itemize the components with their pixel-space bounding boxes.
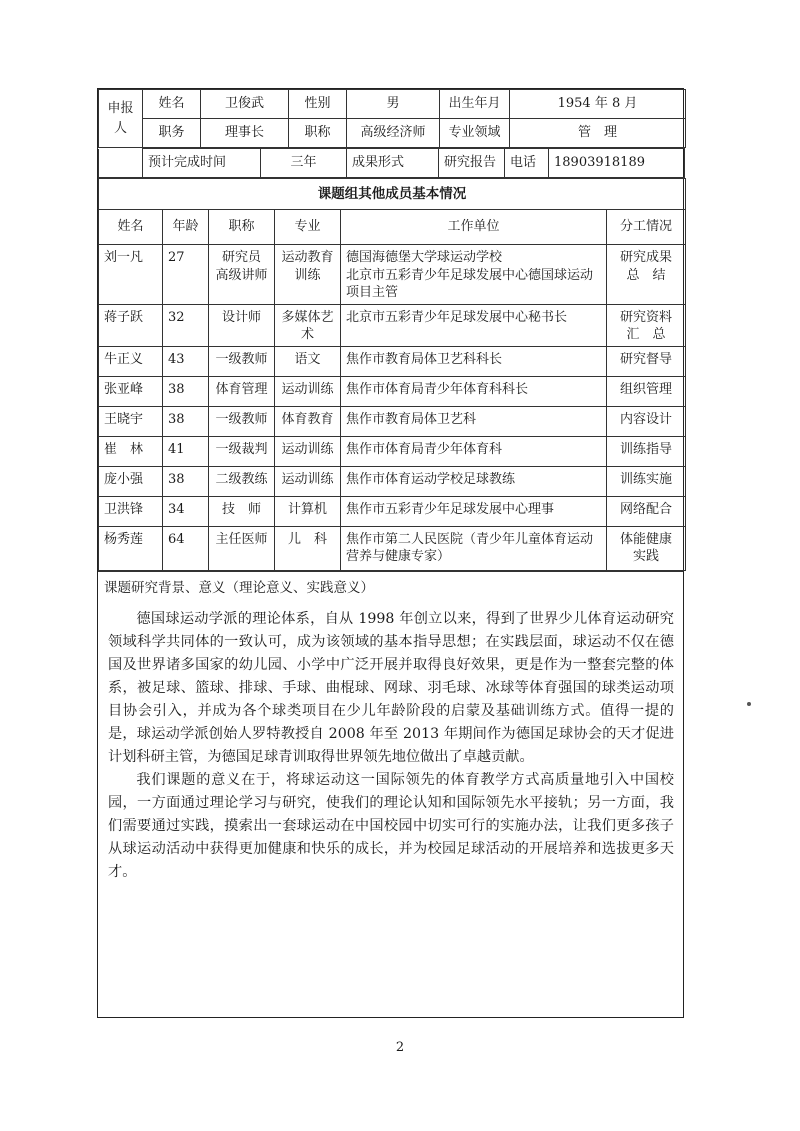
member-role: 网络配合 (607, 496, 686, 526)
member-title: 技 师 (209, 496, 275, 526)
member-unit: 焦作市体育局青少年体育科 (341, 436, 607, 466)
member-name: 牛正义 (99, 346, 163, 376)
member-role: 训练指导 (607, 436, 686, 466)
scan-speck (747, 702, 751, 706)
member-unit: 焦作市体育运动学校足球教练 (341, 466, 607, 496)
member-title: 体育管理 (209, 376, 275, 406)
member-row (99, 406, 686, 436)
background-section-label: 课题研究背景、意义（理论意义、实践意义） (98, 571, 683, 600)
member-unit: 焦作市教育局体卫艺科科长 (341, 346, 607, 376)
form-label: 成果形式 (347, 149, 439, 178)
header-title: 职称 (209, 210, 275, 245)
name-value: 卫俊武 (201, 90, 289, 119)
form-value: 研究报告 (439, 149, 505, 178)
member-major: 体育教育 (275, 406, 341, 436)
member-role: 研究成果 总 结 (607, 245, 686, 305)
post-label: 职务 (143, 119, 201, 148)
members-table (98, 178, 686, 571)
member-title: 设计师 (209, 304, 275, 346)
member-unit: 焦作市教育局体卫艺科 (341, 406, 607, 436)
member-major: 多媒体艺 术 (275, 304, 341, 346)
header-major: 专业 (275, 210, 341, 245)
member-row (99, 436, 686, 466)
member-row (99, 245, 686, 305)
member-row (99, 304, 686, 346)
member-name: 庞小强 (99, 466, 163, 496)
member-row (99, 346, 686, 376)
member-age: 34 (163, 496, 209, 526)
member-name: 张亚峰 (99, 376, 163, 406)
member-unit: 焦作市第二人民医院（青少年儿童体育运动营养与健康专家） (341, 526, 607, 570)
background-paragraph-2: 我们课题的意义在于，将球运动这一国际领先的体育教学方式高质量地引入中国校园，一方面通过理论学习与研究，使我们的理论认知和国际领先水平接轨；另一方面，我们需要通过实践，摸索出一套球运动在中国校园中切实可行的实施办法，让我们更多孩子从球运动活动中获得更加健康和快乐的成长，并为校园足球活动的开展培养和选拔更多天才。 (108, 772, 674, 880)
member-name: 杨秀莲 (99, 526, 163, 570)
member-row (99, 496, 686, 526)
phone-label: 电话 (505, 149, 549, 178)
member-unit: 焦作市五彩青少年足球发展中心理事 (341, 496, 607, 526)
applicant-table (98, 89, 686, 148)
member-role: 组织管理 (607, 376, 686, 406)
time-value: 三年 (261, 149, 347, 178)
post-value: 理事长 (201, 119, 289, 148)
title-value: 高级经济师 (347, 119, 440, 148)
member-unit: 德国海德堡大学球运动学校 北京市五彩青少年足球发展中心德国球运动项目主管 (341, 245, 607, 305)
member-major: 计算机 (275, 496, 341, 526)
member-age: 41 (163, 436, 209, 466)
member-title: 二级教练 (209, 466, 275, 496)
field-value: 管 理 (510, 119, 686, 148)
member-major: 儿 科 (275, 526, 341, 570)
member-row (99, 466, 686, 496)
background-paragraph-1: 德国球运动学派的理论体系，自从 1998 年创立以来，得到了世界少儿体育运动研究领域科学共同体的一致认可，成为该领域的基本指导思想；在实践层面，球运动不仅在德国及世界诸多国家的幼儿园、小学中广泛开展并取得良好效果，更是作为一整套完整的体系，被足球、篮球、排球、手球、曲棍球、网球、羽毛球、冰球等体育强国的球类运动项目协会引入，并成为各个球类项目在少儿年龄阶段的启蒙及基础训练方式。值得一提的是，球运动学派创始人罗特教授自 2008 年至 2013 年期间作为德国足球协会的天才促进计划科研主管，为德国足球青训取得世界领先地位做出了卓越贡献。 (108, 611, 674, 765)
applicant-table-row3 (98, 148, 685, 178)
background-body (108, 608, 674, 884)
member-age: 43 (163, 346, 209, 376)
time-label: 预计完成时间 (143, 149, 261, 178)
member-age: 32 (163, 304, 209, 346)
member-major: 运动教育 训练 (275, 245, 341, 305)
members-section-title: 课题组其他成员基本情况 (99, 179, 686, 210)
member-age: 64 (163, 526, 209, 570)
member-name: 蒋子跃 (99, 304, 163, 346)
header-unit: 工作单位 (341, 210, 607, 245)
member-title: 一级教师 (209, 346, 275, 376)
member-name: 刘一凡 (99, 245, 163, 305)
member-role: 体能健康 实践 (607, 526, 686, 570)
member-name: 卫洪锋 (99, 496, 163, 526)
member-age: 27 (163, 245, 209, 305)
header-age: 年龄 (163, 210, 209, 245)
member-row (99, 526, 686, 570)
member-age: 38 (163, 406, 209, 436)
applicant-side-label: 申报人 (99, 90, 143, 148)
member-role: 内容设计 (607, 406, 686, 436)
member-unit: 北京市五彩青少年足球发展中心秘书长 (341, 304, 607, 346)
birth-label: 出生年月 (440, 90, 510, 119)
member-title: 研究员 高级讲师 (209, 245, 275, 305)
header-role: 分工情况 (607, 210, 686, 245)
header-name: 姓名 (99, 210, 163, 245)
member-age: 38 (163, 466, 209, 496)
field-label: 专业领域 (440, 119, 510, 148)
phone-value: 18903918189 (549, 149, 685, 178)
page-number: 2 (395, 1040, 405, 1055)
member-role: 研究督导 (607, 346, 686, 376)
member-title: 一级教师 (209, 406, 275, 436)
member-major: 运动训练 (275, 376, 341, 406)
member-major: 运动训练 (275, 466, 341, 496)
member-row (99, 376, 686, 406)
member-unit: 焦作市体育局青少年体育科科长 (341, 376, 607, 406)
member-title: 一级裁判 (209, 436, 275, 466)
name-label: 姓名 (143, 90, 201, 119)
birth-value: 1954 年 8 月 (510, 90, 686, 119)
member-age: 38 (163, 376, 209, 406)
member-role: 训练实施 (607, 466, 686, 496)
member-role: 研究资料 汇 总 (607, 304, 686, 346)
gender-label: 性别 (289, 90, 347, 119)
member-major: 运动训练 (275, 436, 341, 466)
member-title: 主任医师 (209, 526, 275, 570)
title-label: 职称 (289, 119, 347, 148)
member-major: 语文 (275, 346, 341, 376)
member-name: 崔 林 (99, 436, 163, 466)
gender-value: 男 (347, 90, 440, 119)
member-name: 王晓宇 (99, 406, 163, 436)
